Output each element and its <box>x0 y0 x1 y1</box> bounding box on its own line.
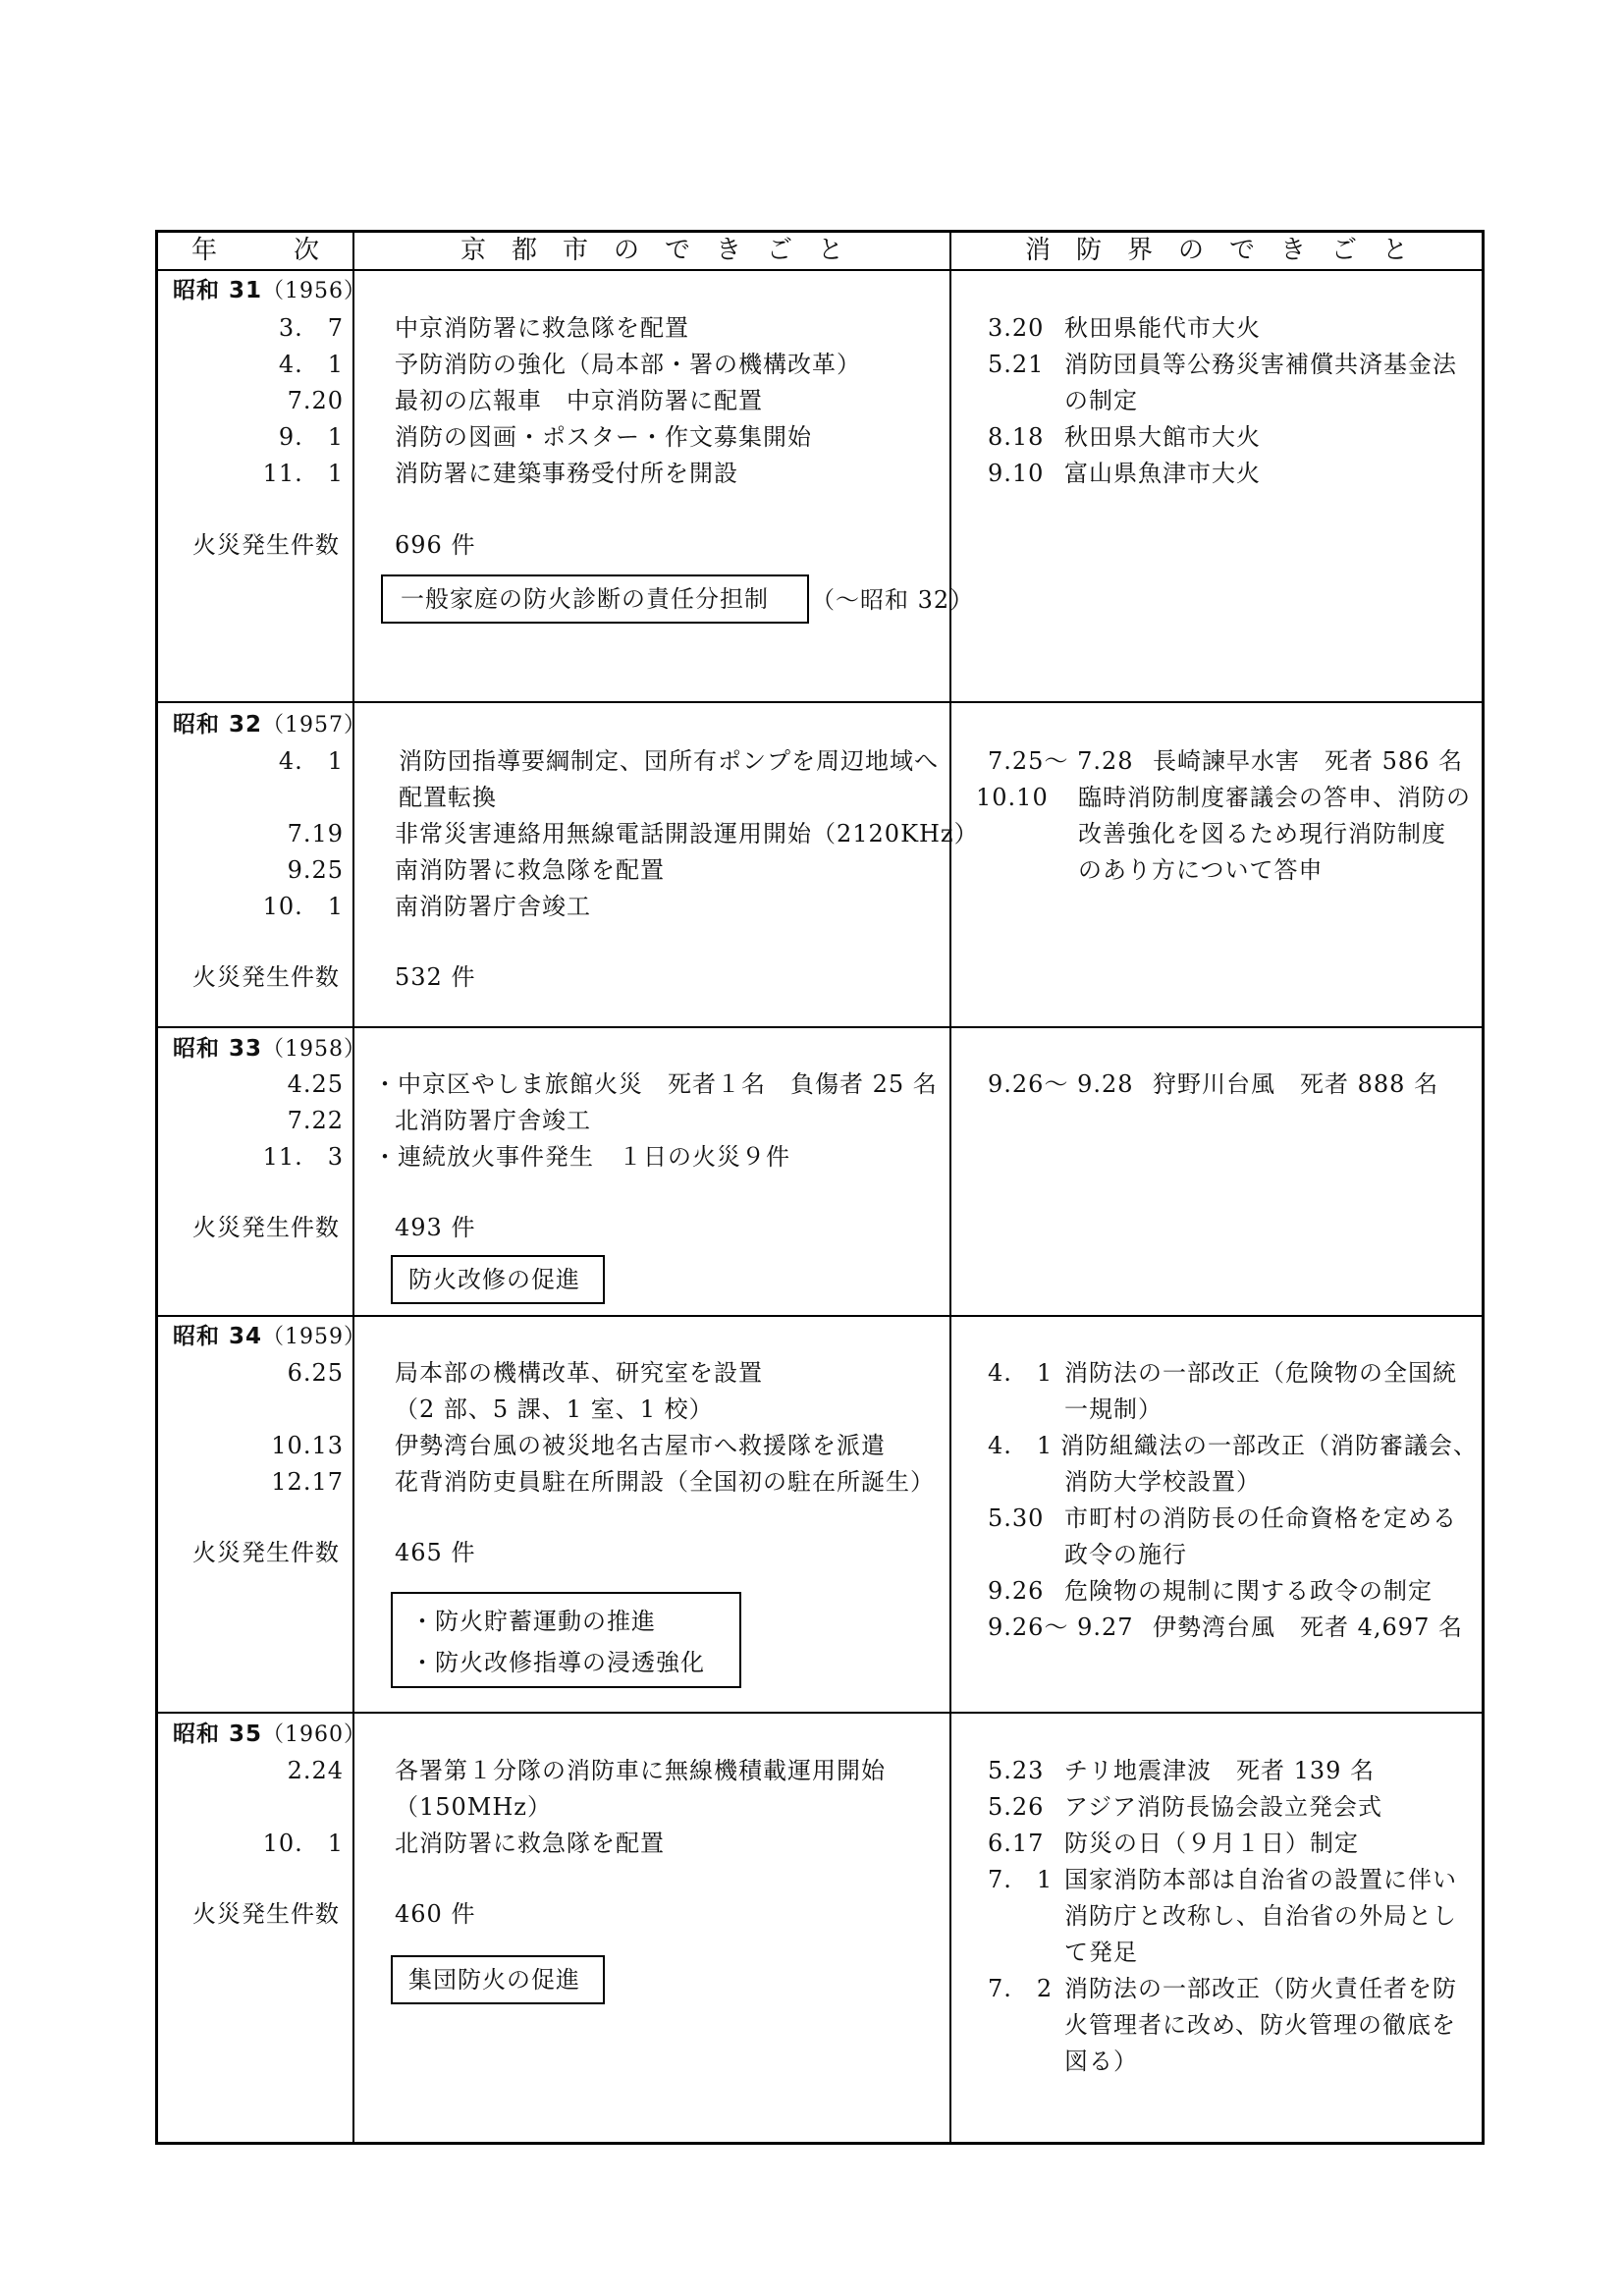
fire-count-value: 465 件 <box>395 1539 476 1566</box>
city-event-text: 伊勢湾台風の被災地名古屋市へ救援隊を派遣 <box>395 1432 886 1459</box>
fire-count-value: 696 件 <box>395 531 476 559</box>
city-event-date: 7.22 <box>287 1107 344 1134</box>
table-bottom-border <box>155 2142 1485 2145</box>
slogan-box <box>391 1955 605 2004</box>
national-event-text: 秋田県能代市大火 <box>1064 314 1261 342</box>
city-event-text: （150MHz） <box>395 1793 552 1821</box>
city-event-date: 9.25 <box>287 856 344 884</box>
national-event-text: 消防団員等公務災害補償共済基金法 <box>1064 351 1457 378</box>
slogan-note: （～昭和 32） <box>811 586 975 614</box>
national-event-text: の制定 <box>1064 387 1138 414</box>
national-event-text: 火管理者に改め、防火管理の徹底を <box>1064 2011 1457 2039</box>
era-label: 昭和 32（1957） <box>173 712 367 738</box>
city-event-text: ・中京区やしま旅館火災 死者１名 負傷者 25 名 <box>373 1070 938 1098</box>
national-event-date: 5.30 <box>988 1504 1045 1532</box>
row-divider <box>155 1712 1485 1714</box>
column-divider-city <box>949 230 951 2145</box>
national-event-date: 5.21 <box>988 351 1045 378</box>
fire-count-value: 532 件 <box>395 963 476 991</box>
city-event-date: 10. 1 <box>262 1830 344 1857</box>
city-event-text: 中京消防署に救急隊を配置 <box>395 314 689 342</box>
city-event-date: 10.13 <box>271 1432 344 1459</box>
national-event-text: 消防組織法の一部改正（消防審議会、 <box>1060 1432 1478 1459</box>
city-event-date: 11. 3 <box>262 1143 344 1171</box>
national-event-text: 臨時消防制度審議会の答申、消防の <box>1078 784 1471 811</box>
row-divider <box>155 701 1485 703</box>
fire-count-label: 火災発生件数 <box>192 963 340 991</box>
header-year: 年 次 <box>190 236 319 265</box>
slogan-text: ・防火貯蓄運動の推進 <box>410 1608 656 1635</box>
city-event-date: 12.17 <box>271 1468 344 1496</box>
slogan-box <box>381 574 809 624</box>
slogan-box <box>391 1255 605 1304</box>
city-event-text: 消防の図画・ポスター・作文募集開始 <box>395 423 812 451</box>
national-event-text: て発足 <box>1064 1939 1138 1966</box>
city-event-text: 北消防署に救急隊を配置 <box>395 1830 665 1857</box>
national-event-text: 国家消防本部は自治省の設置に伴い <box>1064 1866 1457 1893</box>
city-event-date: 9. 1 <box>278 423 344 451</box>
row-divider <box>155 1315 1485 1317</box>
header-city-events: 京 都 市 の で き ご と <box>460 236 843 265</box>
national-event-date: 3.20 <box>988 314 1045 342</box>
city-event-text: 南消防署庁舎竣工 <box>395 893 591 920</box>
national-event-text: 改善強化を図るため現行消防制度 <box>1078 820 1446 847</box>
city-event-text: 最初の広報車 中京消防署に配置 <box>395 387 763 414</box>
city-event-date: 4.25 <box>287 1070 344 1098</box>
slogan-text: 防火改修の促進 <box>408 1266 580 1293</box>
slogan-text: 一般家庭の防火診断の責任分担制 <box>401 585 769 613</box>
national-event-text: 長崎諫早水害 死者 586 名 <box>1153 747 1464 775</box>
national-event-date: 7. 1 <box>988 1866 1054 1893</box>
city-event-text: 北消防署庁舎竣工 <box>395 1107 591 1134</box>
city-event-text: 消防署に建築事務受付所を開設 <box>395 460 738 487</box>
national-event-date: 9.26～ 9.27 <box>988 1613 1134 1641</box>
fire-count-label: 火災発生件数 <box>192 531 340 559</box>
table-left-border <box>155 230 158 2145</box>
city-event-text: 南消防署に救急隊を配置 <box>395 856 665 884</box>
header-national-events: 消 防 界 の で き ご と <box>1024 236 1408 265</box>
national-event-text: アジア消防長協会設立発会式 <box>1064 1793 1383 1821</box>
national-event-date: 9.26 <box>988 1577 1045 1605</box>
national-event-date: 6.17 <box>988 1830 1045 1857</box>
city-event-date: 11. 1 <box>262 460 344 487</box>
national-event-text: 政令の施行 <box>1064 1541 1187 1568</box>
city-event-date: 3. 7 <box>278 314 344 342</box>
national-event-date: 7.25～ 7.28 <box>988 747 1134 775</box>
slogan-text: ・防火改修指導の浸透強化 <box>410 1649 705 1676</box>
national-event-date: 4. 1 <box>988 1432 1054 1459</box>
city-event-date: 6.25 <box>287 1359 344 1387</box>
national-event-text: 消防大学校設置） <box>1064 1468 1261 1496</box>
national-event-text: 秋田県大館市大火 <box>1064 423 1261 451</box>
city-event-text: ・連続放火事件発生 １日の火災９件 <box>373 1143 790 1171</box>
national-event-text: のあり方について答申 <box>1078 856 1324 884</box>
fire-count-value: 493 件 <box>395 1214 476 1241</box>
national-event-text: 消防法の一部改正（危険物の全国統 <box>1064 1359 1457 1387</box>
city-event-date: 10. 1 <box>262 893 344 920</box>
national-event-text: 消防法の一部改正（防火責任者を防 <box>1064 1975 1457 2002</box>
fire-count-label: 火災発生件数 <box>192 1900 340 1928</box>
national-event-date: 10.10 <box>976 784 1049 811</box>
city-event-text: 配置転換 <box>399 784 497 811</box>
slogan-box <box>391 1592 741 1688</box>
national-event-date: 5.23 <box>988 1757 1045 1784</box>
national-event-text: 伊勢湾台風 死者 4,697 名 <box>1153 1613 1463 1641</box>
fire-count-label: 火災発生件数 <box>192 1214 340 1241</box>
city-event-text: 局本部の機構改革、研究室を設置 <box>395 1359 763 1387</box>
row-divider <box>155 1026 1485 1028</box>
national-event-date: 7. 2 <box>988 1975 1054 2002</box>
national-event-text: 富山県魚津市大火 <box>1064 460 1261 487</box>
table-top-border <box>155 230 1485 233</box>
fire-count-value: 460 件 <box>395 1900 476 1928</box>
national-event-text: 危険物の規制に関する政令の制定 <box>1064 1577 1433 1605</box>
national-event-text: 防災の日（９月１日）制定 <box>1064 1830 1359 1857</box>
national-event-text: 狩野川台風 死者 888 名 <box>1153 1070 1439 1098</box>
era-label: 昭和 35（1960） <box>173 1722 367 1747</box>
city-event-text: 非常災害連絡用無線電話開設運用開始（2120KHz） <box>395 820 979 847</box>
national-event-date: 8.18 <box>988 423 1045 451</box>
city-event-date: 7.19 <box>287 820 344 847</box>
national-event-text: 消防庁と改称し、自治省の外局とし <box>1064 1902 1457 1930</box>
national-event-text: 一規制） <box>1064 1395 1163 1423</box>
national-event-date: 5.26 <box>988 1793 1045 1821</box>
city-event-date: 4. 1 <box>278 747 344 775</box>
table-right-border <box>1482 230 1485 2145</box>
slogan-text: 集団防火の促進 <box>408 1966 580 1994</box>
city-event-text: 消防団指導要綱制定、団所有ポンプを周辺地域へ <box>399 747 939 775</box>
era-label: 昭和 31（1956） <box>173 278 367 303</box>
national-event-text: チリ地震津波 死者 139 名 <box>1064 1757 1376 1784</box>
city-event-date: 4. 1 <box>278 351 344 378</box>
city-event-date: 7.20 <box>287 387 344 414</box>
national-event-date: 9.26～ 9.28 <box>988 1070 1134 1098</box>
column-divider-year <box>352 230 354 2145</box>
city-event-text: 花背消防吏員駐在所開設（全国初の駐在所誕生） <box>395 1468 935 1496</box>
city-event-text: （2 部、5 課、1 室、1 校） <box>395 1395 714 1423</box>
national-event-date: 9.10 <box>988 460 1045 487</box>
city-event-date: 2.24 <box>287 1757 344 1784</box>
era-label: 昭和 33（1958） <box>173 1036 367 1062</box>
city-event-text: 各署第１分隊の消防車に無線機積載運用開始 <box>395 1757 886 1784</box>
national-event-text: 図る） <box>1064 2048 1138 2075</box>
header-divider <box>155 269 1485 271</box>
fire-count-label: 火災発生件数 <box>192 1539 340 1566</box>
city-event-text: 予防消防の強化（局本部・署の機構改革） <box>395 351 861 378</box>
national-event-date: 4. 1 <box>988 1359 1054 1387</box>
national-event-text: 市町村の消防長の任命資格を定める <box>1064 1504 1457 1532</box>
era-label: 昭和 34（1959） <box>173 1324 367 1349</box>
